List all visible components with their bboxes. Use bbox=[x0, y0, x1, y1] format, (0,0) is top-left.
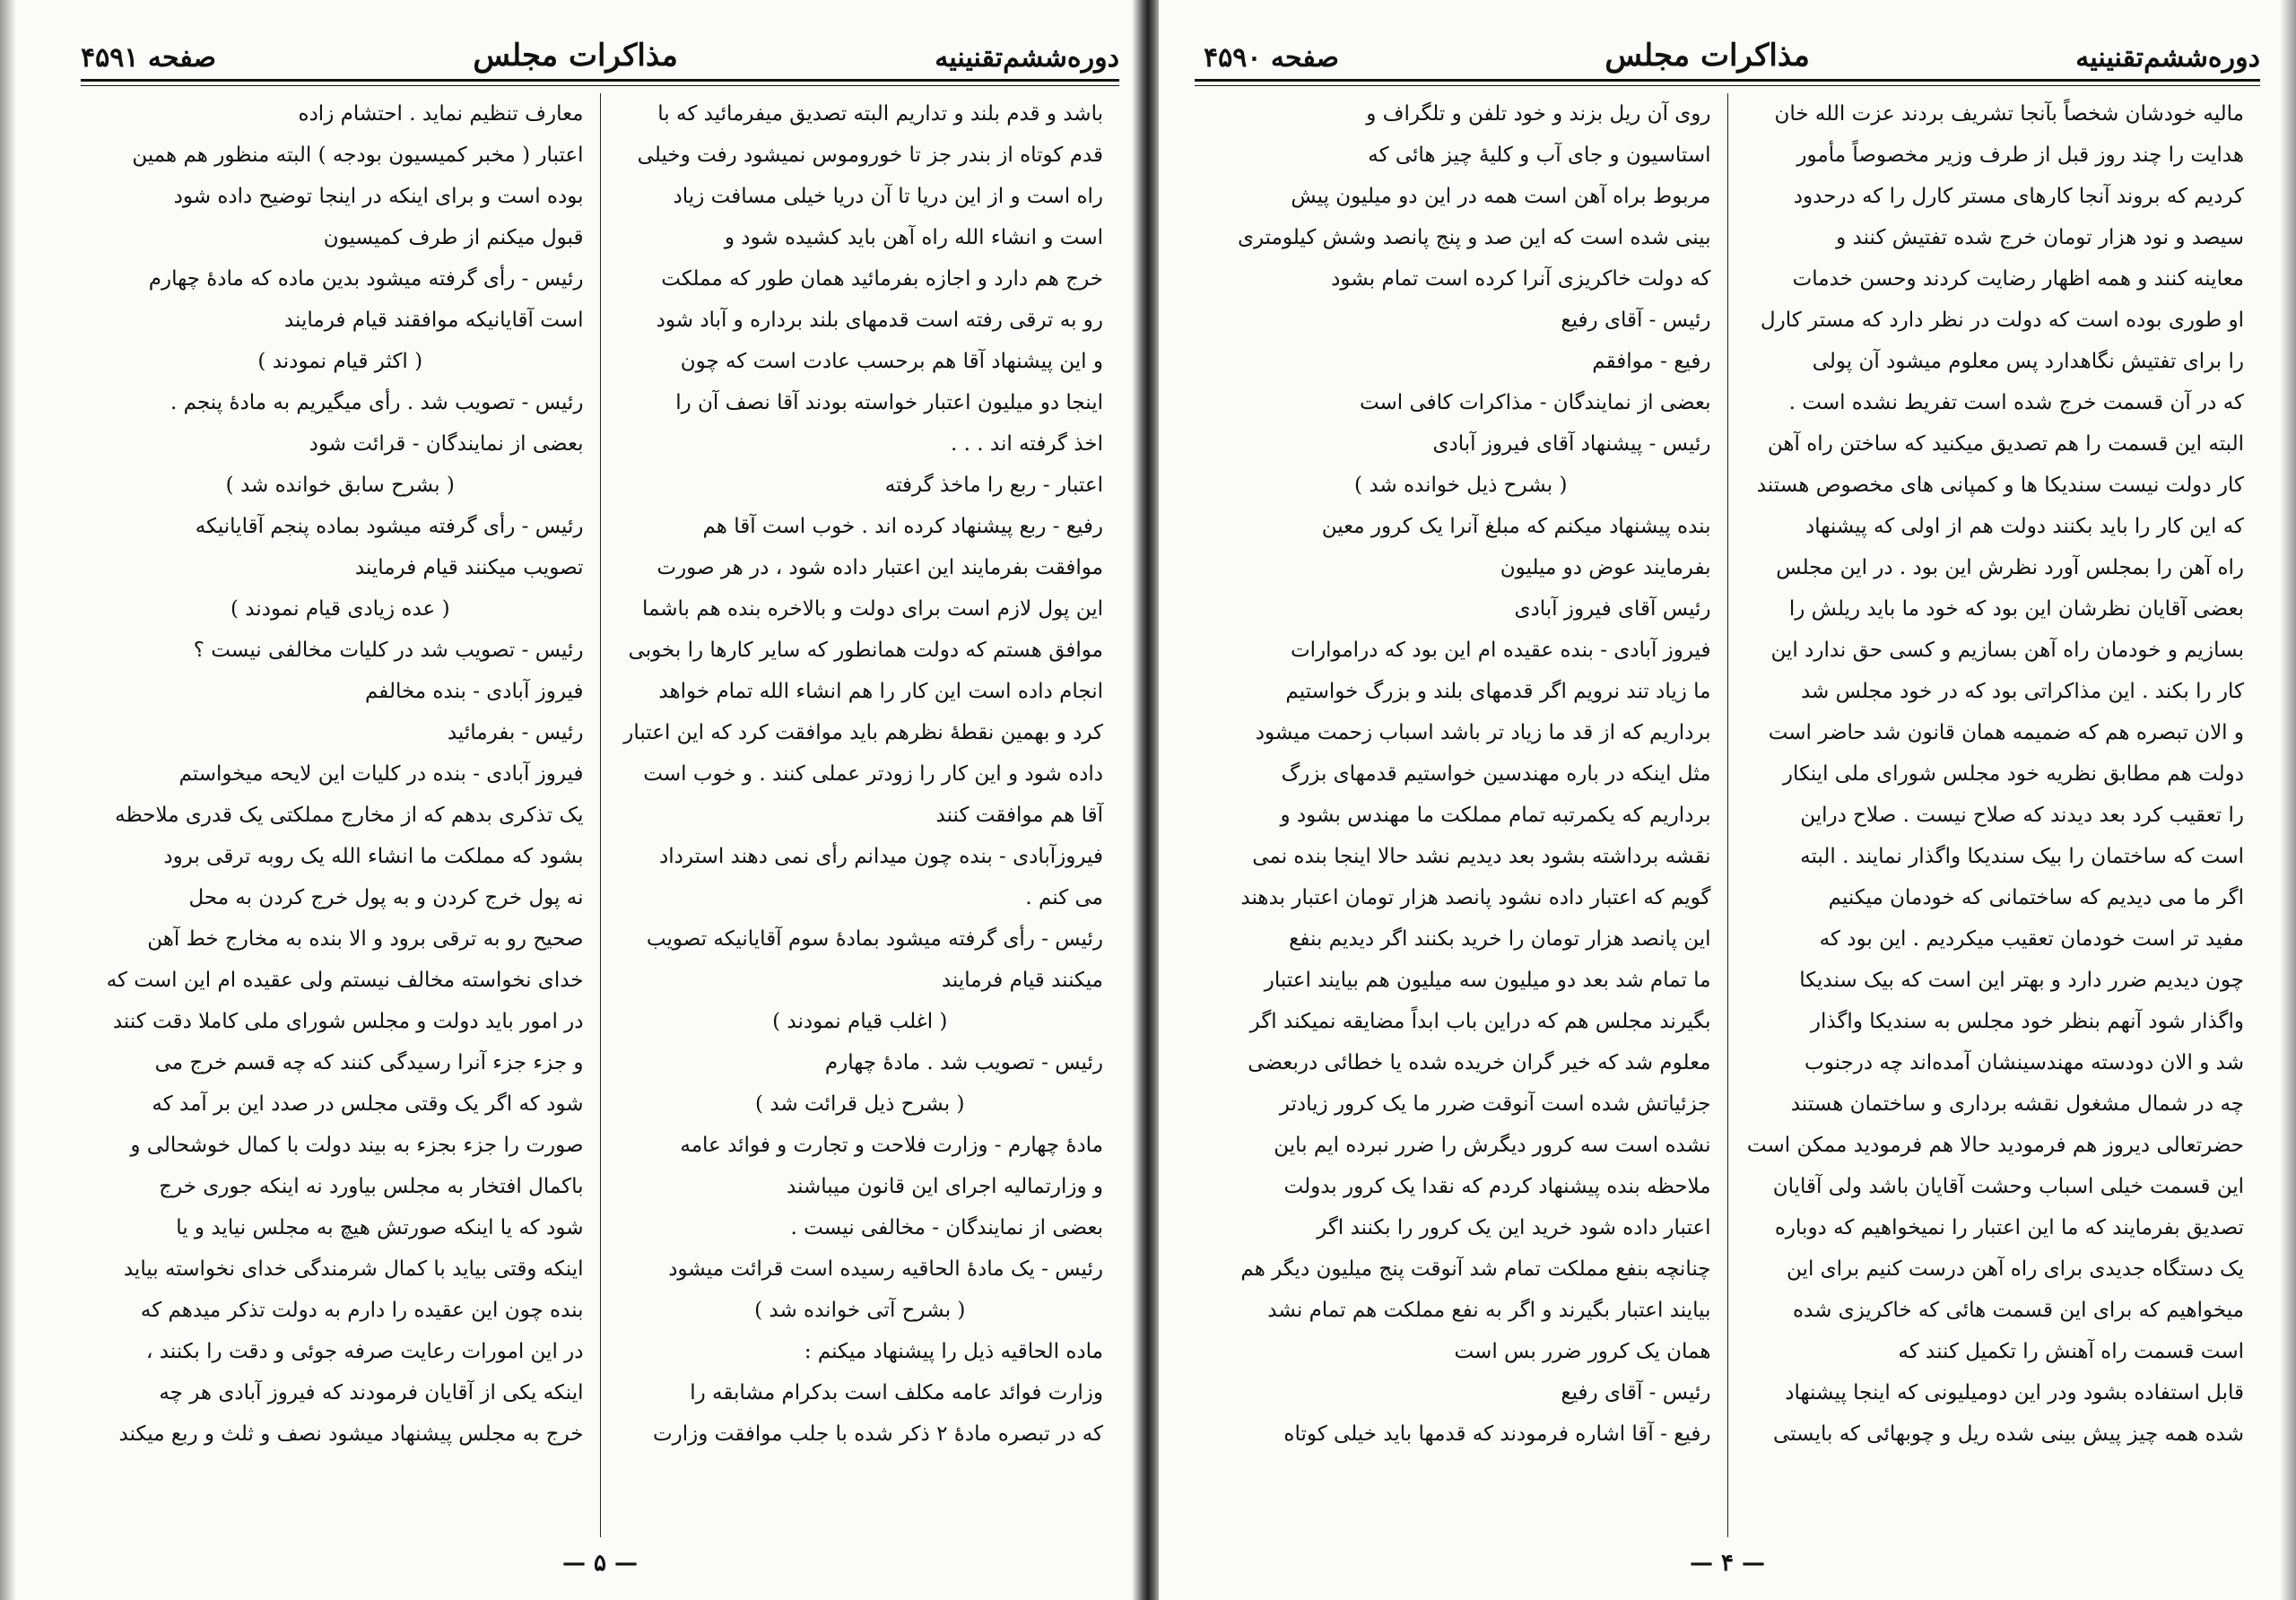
text-line: ( بشرح ذیل قرائت شد ) bbox=[755, 1092, 965, 1116]
text-line: نه پول خرج کردن و به پول خرج کردن به محل bbox=[188, 886, 584, 909]
text-line: اینجا دو میلیون اعتبار خواسته بودند آقا نصف آن را bbox=[675, 391, 1103, 414]
text-line: بعضی از نمایندگان - مذاکرات کافی است bbox=[1359, 391, 1711, 414]
page-footer-number: — ۴ — bbox=[1689, 1550, 1766, 1577]
text-line: می کنم . bbox=[1025, 886, 1103, 909]
text-line: خدای نخواسته مخالف نیستم ولی عقیده ام این است که bbox=[106, 969, 584, 992]
text-line: کردیم که بروند آنجا کارهای مستر کارل را که درحدود bbox=[1793, 185, 2244, 208]
text-line: جزئیاتش شده است آنوقت ضرر ما یک کرور زیادتر bbox=[1279, 1092, 1711, 1116]
text-line: صورت را جزء بجزء به بیند دولت با کمال خوشحالی و bbox=[130, 1134, 584, 1157]
text-line: همان یک کرور ضرر بس است bbox=[1454, 1340, 1711, 1363]
session-label: دوره‌ششم‌تقنینیه bbox=[2075, 42, 2260, 74]
text-line: مفید تر است خودمان تعقیب میکردیم . این بود که bbox=[1819, 927, 2244, 951]
text-line: سیصد و نود هزار تومان خرج شده تفتیش کنند و bbox=[1836, 226, 2244, 249]
text-line: موافق هستم که دولت همانطور که سایر کارها را بخوبی bbox=[628, 639, 1103, 662]
text-line: آقا هم موافقت کنند bbox=[935, 804, 1103, 827]
text-line: شود که اگر یک وقتی مجلس در صدد این بر آمد که bbox=[152, 1092, 584, 1116]
text-line: ما زیاد تند نرویم اگر قدمهای بلند و بزرگ خواستیم bbox=[1285, 680, 1711, 703]
text-line: رفیع - آقا اشاره فرمودند که قدمها باید خیلی کوتاه bbox=[1283, 1422, 1711, 1446]
right-page-header bbox=[1204, 20, 2260, 74]
left-page bbox=[0, 0, 1137, 1600]
text-line: ( اغلب قیام نمودند ) bbox=[772, 1010, 948, 1033]
text-column-right bbox=[1728, 93, 2261, 1537]
text-line: ( بشرح آتی خوانده شد ) bbox=[754, 1299, 966, 1322]
text-line: چون دیدیم ضرر دارد و بهتر این است که بیک سندیکا bbox=[1799, 969, 2244, 992]
header-rule bbox=[1195, 79, 2260, 86]
page-number-label: صفحه ۴۵۹۰ bbox=[1204, 42, 1340, 74]
text-line: واگذار شود آنهم بنظر خود مجلس به سندیکا واگذار bbox=[1810, 1010, 2244, 1033]
header-title: مذاکرات مجلس bbox=[1605, 38, 1810, 74]
text-line: تصدیق بفرمایند که ما این اعتبار را نمیخواهیم که دوباره bbox=[1774, 1216, 2244, 1239]
text-line: مثل اینکه در باره مهندسین خواستیم قدمهای بزرگ bbox=[1281, 762, 1711, 786]
text-line: رئیس - آقای رفیع bbox=[1561, 309, 1711, 332]
text-line: است که ساختمان را بیک سندیکا واگذار نمایند . البته bbox=[1800, 845, 2244, 868]
text-line: کار را بکند . این مذاکراتی بود که در خود مجلس شد bbox=[1800, 680, 2244, 703]
text-line: ( اکثر قیام نمودند ) bbox=[257, 350, 423, 373]
text-line: در امور باید دولت و مجلس شورای ملی کاملا دقت کنند bbox=[112, 1010, 584, 1033]
text-line: معارف تنظیم نماید . احتشام زاده bbox=[298, 102, 584, 126]
text-line: بوده است و برای اینکه در اینجا توضیح داده شود bbox=[173, 185, 584, 208]
text-line: اعتبار - ربع را ماخذ گرفته bbox=[884, 474, 1103, 497]
text-line: برداریم که از قد ما زیاد تر باشد اسباب زحمت میشود bbox=[1255, 721, 1711, 744]
text-line: بفرمایند عوض دو میلیون bbox=[1500, 556, 1711, 579]
text-line: حضرتعالی دیروز هم فرمودید حالا هم فرمودید ممکن است bbox=[1746, 1134, 2244, 1157]
text-line: قبول میکنم از طرف کمیسیون bbox=[323, 226, 584, 249]
text-line: اعتبار ( مخبر کمیسیون بودجه ) البته منظور هم همین bbox=[132, 143, 584, 167]
text-line: فیروزآبادی - بنده چون میدانم رأی نمی دهند استرداد bbox=[659, 845, 1103, 868]
text-line: چنانچه بنفع مملکت تمام شد آنوقت پنج میلیون دیگر هم bbox=[1240, 1257, 1711, 1281]
text-line: که در تبصره مادهٔ ۲ ذکر شده با جلب موافقت وزارت bbox=[652, 1422, 1103, 1446]
text-line: ( بشرح ذیل خوانده شد ) bbox=[1354, 474, 1568, 497]
text-line: را برای تفتیش نگاهدارد پس معلوم میشود آن پولی bbox=[1812, 350, 2244, 373]
text-line: فیروز آبادی - بنده مخالفم bbox=[365, 680, 584, 703]
page-footer-number: — ۵ — bbox=[561, 1550, 639, 1577]
text-line: روی آن ریل بزند و خود تلفن و تلگراف و bbox=[1366, 102, 1711, 126]
text-line: کرد و بهمین نقطهٔ نظرهم باید موافقت کرد که این اعتبار bbox=[623, 721, 1103, 744]
text-column-right bbox=[601, 93, 1120, 1537]
text-line: اینکه یکی از آقایان فرمودند که فیروز آبادی هر چه bbox=[159, 1381, 584, 1404]
text-line: رئیس - تصویب شد . مادهٔ چهارم bbox=[824, 1051, 1103, 1074]
text-line: راه است و از این دریا تا آن دریا خیلی مسافت زیاد bbox=[673, 185, 1103, 208]
text-line: این پانصد هزار تومان را خرید بکنند اگر دیدیم بنفع bbox=[1289, 927, 1711, 951]
text-line: رئیس - رأی گرفته میشود بمادهٔ سوم آقایانیکه تصویب bbox=[646, 927, 1103, 951]
text-line: برداریم که یکمرتبه تمام مملکت ما مهندس بشود و bbox=[1280, 804, 1711, 827]
text-line: قدم کوتاه از بندر جز تا خوروموس نمیشود رفت وخیلی bbox=[637, 143, 1103, 167]
text-line: که دولت خاکریزی آنرا کرده است تمام بشود bbox=[1331, 267, 1711, 291]
text-line: بنده پیشنهاد میکنم که مبلغ آنرا یک کرور معین bbox=[1321, 515, 1711, 538]
left-page-header bbox=[81, 20, 1119, 74]
text-line: بسازیم و خودمان راه آهن بسازیم و کسی حق ندارد این bbox=[1770, 639, 2244, 662]
text-line: ( عده زیادی قیام نمودند ) bbox=[230, 597, 450, 621]
text-line: معلوم شد که خیر گران خریده شده یا خطائی دربعضی bbox=[1248, 1051, 1711, 1074]
text-line: است قسمت راه آهنش را تکمیل کنند که bbox=[1898, 1340, 2244, 1363]
text-line: شود که یا اینکه صورتش هیچ به مجلس نیاید و یا bbox=[176, 1216, 584, 1239]
text-line: البته این قسمت را هم تصدیق میکنید که ساختن راه آهن bbox=[1767, 432, 2244, 456]
text-line: اخذ گرفته اند . . . bbox=[951, 432, 1103, 456]
text-line: باکمال افتخار به مجلس بیاورد نه اینکه جوری خرج bbox=[159, 1175, 584, 1198]
text-line: راه آهن را بمجلس آورد نظرش این بود . در این مجلس bbox=[1776, 556, 2244, 579]
text-line: که در آن قسمت خرج شده است تفریط نشده است . bbox=[1788, 391, 2244, 414]
text-line: میکنند قیام فرمایند bbox=[941, 969, 1103, 992]
text-line: بنده چون این عقیده را دارم به دولت تذکر میدهم که bbox=[140, 1299, 584, 1322]
text-line: چه در شمال مشغول نقشه برداری و ساختمان هستند bbox=[1790, 1092, 2244, 1116]
text-line: را تعقیب کرد بعد دیدند که صلاح نیست . صلاح دراین bbox=[1800, 804, 2244, 827]
text-line: و الان تبصره هم که ضمیمه همان قانون شد حاضر است bbox=[1768, 721, 2244, 744]
text-line: رئیس - رأی گرفته میشود بدین ماده که مادهٔ چهارم bbox=[148, 267, 584, 291]
text-line: بگیرند مجلس هم که دراین باب ابداً مضایقه نمیکند اگر bbox=[1249, 1010, 1711, 1033]
text-line: اعتبار داده شود خرید این یک کرور را بکنند اگر bbox=[1317, 1216, 1711, 1239]
text-line: است و انشاء الله راه آهن باید کشیده شود و bbox=[724, 226, 1103, 249]
text-line: مالیه خودشان شخصاً بآنجا تشریف بردند عزت الله خان bbox=[1774, 102, 2244, 126]
text-line: رو به ترقی رفته است قدمهای بلند برداره و آباد شود bbox=[656, 309, 1103, 332]
text-line: رئیس - بفرمائید bbox=[447, 721, 584, 744]
session-label: دوره‌ششم‌تقنینیه bbox=[935, 42, 1119, 74]
text-line: رئیس آقای فیروز آبادی bbox=[1514, 597, 1711, 621]
text-line: دولت هم مطابق نظریه خود مجلس شورای ملی اینکار bbox=[1782, 762, 2244, 786]
header-rule bbox=[81, 79, 1119, 86]
text-line: گویم که اعتبار داده نشود پانصد هزار تومان اعتبار بدهند bbox=[1240, 886, 1711, 909]
right-page bbox=[1159, 0, 2296, 1600]
text-line: موافقت بفرمایند این اعتبار داده شود ، در هر صورت bbox=[657, 556, 1103, 579]
page-edge-shadow bbox=[0, 0, 16, 1600]
text-line: یک تذکری بدهم که از مخارج مملکتی یک قدری ملاحظه bbox=[115, 804, 584, 827]
text-line: میخواهیم که برای این قسمت هائی که خاکریزی شده bbox=[1792, 1299, 2244, 1322]
text-line: استاسیون و جای آب و کلیهٔ چیز هائی که bbox=[1368, 143, 1711, 167]
text-line: مادهٔ چهارم - وزارت فلاحت و تجارت و فوائد عامه bbox=[680, 1134, 1103, 1157]
text-line: تصویب میکنند قیام فرمایند bbox=[354, 556, 584, 579]
text-line: هدایت را چند روز قبل از طرف وزیر مخصوصاً مأمور bbox=[1796, 143, 2244, 167]
text-line: که این کار را باید بکنند دولت هم از اولی که پیشنهاد bbox=[1805, 515, 2244, 538]
text-line: بعضی از نمایندگان - مخالفی نیست . bbox=[790, 1216, 1103, 1239]
text-line: و این پیشنهاد آقا هم برحسب عادت است که چون bbox=[680, 350, 1103, 373]
text-line: این پول لازم است برای دولت و بالاخره بنده هم باشما bbox=[641, 597, 1103, 621]
text-line: بینی شده است که این صد و پنج پانصد وشش کیلومتری bbox=[1237, 226, 1711, 249]
text-line: فیروز آبادی - بنده در کلیات این لایحه میخواستم bbox=[178, 762, 584, 786]
text-column-left bbox=[81, 93, 601, 1537]
page-edge-shadow bbox=[2280, 0, 2296, 1600]
text-line: رئیس - پیشنهاد آقای فیروز آبادی bbox=[1432, 432, 1711, 456]
text-line: و جزء جزء آنرا رسیدگی کنند که چه قسم خرج می bbox=[154, 1051, 584, 1074]
text-line: بیایند اعتبار بگیرند و اگر به نفع مملکت هم تمام نشد bbox=[1267, 1299, 1711, 1322]
text-line: شده همه چیز پیش بینی شده ریل و چوبهائی که بایستی bbox=[1772, 1422, 2244, 1446]
text-line: او طوری بوده است که دولت در نظر دارد که مستر کارل bbox=[1760, 309, 2244, 332]
text-line: نشده است سه کرور دیگرش را ضرر نبرده ایم باین bbox=[1274, 1134, 1711, 1157]
text-line: صحیح رو به ترقی برود و الا بنده به مخارج خط آهن bbox=[147, 927, 584, 951]
text-line: خرج هم دارد و اجازه بفرمائید همان طور که مملکت bbox=[661, 267, 1103, 291]
text-line: است آقایانیکه موافقند قیام فرمایند bbox=[283, 309, 584, 332]
text-line: و وزارتمالیه اجرای این قانون میباشند bbox=[786, 1175, 1103, 1198]
text-column-left bbox=[1195, 93, 1728, 1537]
text-line: وزارت فوائد عامه مکلف است بدکرام مشابقه را bbox=[690, 1381, 1103, 1404]
text-line: رئیس - تصویب شد در کلیات مخالفی نیست ؟ bbox=[193, 639, 584, 662]
text-line: رفیع - ربع پیشنهاد کرده اند . خوب است آقا هم bbox=[702, 515, 1103, 538]
text-line: کار دولت نیست سندیکا ها و کمپانی های مخصوص هستند bbox=[1756, 474, 2244, 497]
text-line: معاینه کنند و همه اظهار رضایت کردند وحسن خدمات bbox=[1792, 267, 2244, 291]
text-line: انجام داده است این کار را هم انشاء الله تمام خواهد bbox=[658, 680, 1103, 703]
header-title: مذاکرات مجلس bbox=[473, 38, 678, 74]
text-line: بشود که مملکت ما انشاء الله یک روبه ترقی برود bbox=[163, 845, 584, 868]
text-line: این قسمت خیلی اسباب وحشت آقایان باشد ولی آقایان bbox=[1772, 1175, 2244, 1198]
text-line: اینکه وقتی بیاید با کمال شرمندگی خدای نخواسته بیاید bbox=[123, 1257, 584, 1281]
text-line: اگر ما می دیدیم که ساختمانی که خودمان میکنیم bbox=[1828, 886, 2244, 909]
text-line: رئیس - آقای رفیع bbox=[1561, 1381, 1711, 1404]
text-line: نقشه برداشته بشود بعد دیدیم نشد حالا اینجا بنده نمی bbox=[1252, 845, 1711, 868]
text-line: بعضی آقایان نظرشان این بود که خود ما باید ریلش را bbox=[1788, 597, 2244, 621]
text-line: بعضی از نمایندگان - قرائت شود bbox=[309, 432, 584, 456]
left-page-columns bbox=[81, 93, 1119, 1537]
text-line: باشد و قدم بلند و تداریم البته تصدیق میفرمائید که با bbox=[657, 102, 1103, 126]
text-line: ملاحظه بنده پیشنهاد کردم که نقدا یک کرور بدولت bbox=[1283, 1175, 1711, 1198]
right-page-columns bbox=[1195, 93, 2260, 1537]
text-line: ( بشرح سابق خوانده شد ) bbox=[225, 474, 455, 497]
page-number-label: صفحه ۴۵۹۱ bbox=[81, 42, 217, 74]
text-line: ماده الحاقیه ذیل را پیشنهاد میکنم : bbox=[804, 1340, 1103, 1363]
text-line: فیروز آبادی - بنده عقیده ام این بود که دراموارات bbox=[1290, 639, 1711, 662]
text-line: رئیس - رأی گرفته میشود بماده پنجم آقایانیکه bbox=[195, 515, 584, 538]
text-line: خرج به مجلس پیشنهاد میشود نصف و ثلث و ربع میکند bbox=[118, 1422, 584, 1446]
text-line: قابل استفاده بشود ودر این دومیلیونی که اینجا پیشنهاد bbox=[1785, 1381, 2244, 1404]
text-line: داده شود و این کار را زودتر عملی کنند . و خوب است bbox=[643, 762, 1103, 786]
text-line: مربوط براه آهن است همه در این دو میلیون پیش bbox=[1291, 185, 1711, 208]
text-line: رفیع - موافقم bbox=[1592, 350, 1711, 373]
text-line: رئیس - یک مادهٔ الحاقیه رسیده است قرائت میشود bbox=[668, 1257, 1103, 1281]
text-line: شد و الان دودسته مهندسینشان آمده‌اند چه درجنوب bbox=[1805, 1051, 2244, 1074]
text-line: ما تمام شد بعد دو میلیون سه میلیون هم بیایند اعتبار bbox=[1264, 969, 1711, 992]
text-line: یک دستگاه جدیدی برای راه آهن درست کنیم برای این bbox=[1787, 1257, 2244, 1281]
text-line: در این امورات رعایت صرفه جوئی و دقت را بکنند ، bbox=[146, 1340, 584, 1363]
text-line: رئیس - تصویب شد . رأی میگیریم به مادهٔ پنجم . bbox=[170, 391, 584, 414]
